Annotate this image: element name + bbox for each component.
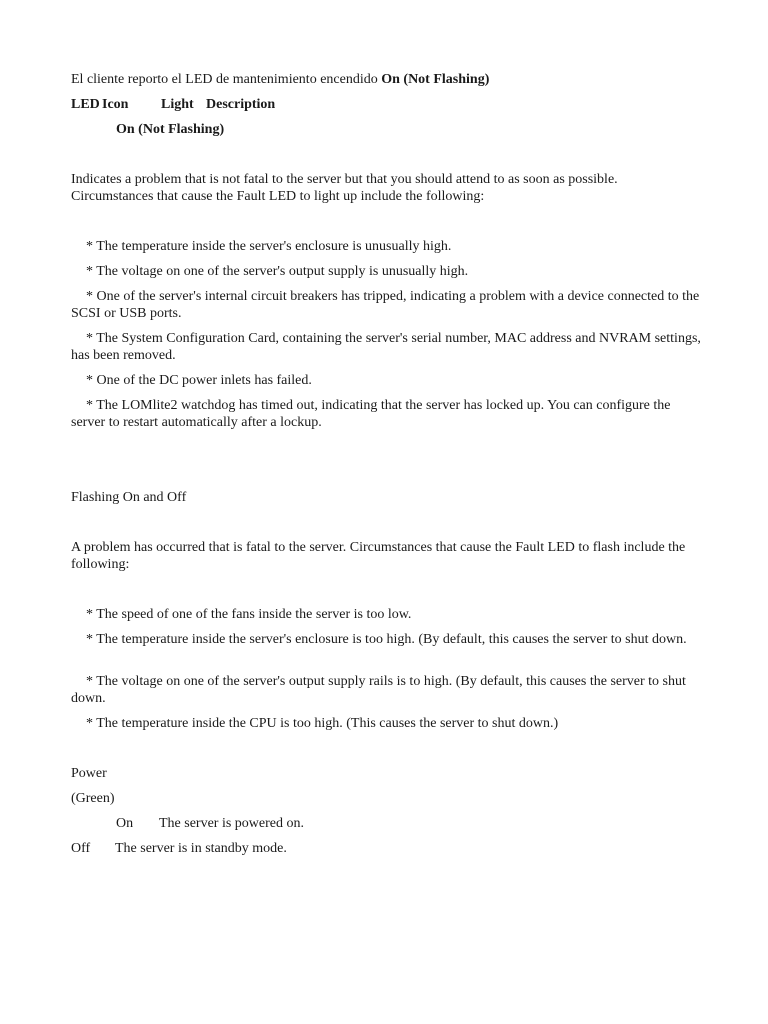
power-on-state: On (116, 816, 134, 831)
section1-bullet: * One of the server's internal circuit breakers has tripped, indicating a problem with a device connected to the SCSI or USB ports. (71, 289, 700, 321)
status-on-label: On (Not Flashing) (116, 122, 225, 137)
section2-description: A problem has occurred that is fatal to the server. Circumstances that cause the Fault LED to flash include the following: (71, 540, 686, 572)
section2-bullet: * The speed of one of the fans inside the server is too low. (86, 607, 412, 622)
power-off-text: The server is in standby mode. (115, 841, 287, 856)
intro-emphasis: On (Not Flashing) (381, 72, 490, 87)
power-on-text: The server is powered on. (159, 816, 305, 831)
header-description: Description (206, 97, 276, 112)
header-led: LED (71, 97, 100, 112)
section2-bullet: * The temperature inside the server's enclosure is too high. (By default, this causes the server to shut down. (86, 632, 687, 647)
header-light: Light (161, 97, 194, 112)
power-off-row (71, 840, 287, 858)
section1-bullet: * The temperature inside the server's enclosure is unusually high. (86, 239, 452, 254)
section2-bullet: * The temperature inside the CPU is too high. (This causes the server to shut down.) (86, 716, 559, 731)
section2-bullet: * The voltage on one of the server's output supply rails is to high. (By default, this causes the server to shut down. (71, 674, 686, 706)
header-row (71, 96, 275, 114)
intro-line (71, 71, 489, 89)
intro-text: El cliente reporto el LED de mantenimiento encendido (71, 72, 382, 87)
section2-heading: Flashing On and Off (71, 490, 187, 505)
section1-bullet: * One of the DC power inlets has failed. (86, 373, 312, 388)
section1-bullet: * The System Configuration Card, containing the server's serial number, MAC address and NVRAM settings, has been removed. (71, 331, 701, 363)
section1-description: Indicates a problem that is not fatal to the server but that you should attend to as soon as possible. Circumstances that cause the Fault LED to light up include the following: (71, 172, 618, 204)
power-on-row (116, 815, 304, 833)
section1-bullet: * The voltage on one of the server's output supply is unusually high. (86, 264, 469, 279)
section1-bullet: * The LOMlite2 watchdog has timed out, indicating that the server has locked up. You can configure the server to restart automatically after a lockup. (71, 398, 671, 430)
power-color: (Green) (71, 791, 115, 806)
power-label: Power (71, 766, 107, 781)
header-icon: Icon (102, 97, 129, 112)
power-off-state: Off (71, 841, 91, 856)
